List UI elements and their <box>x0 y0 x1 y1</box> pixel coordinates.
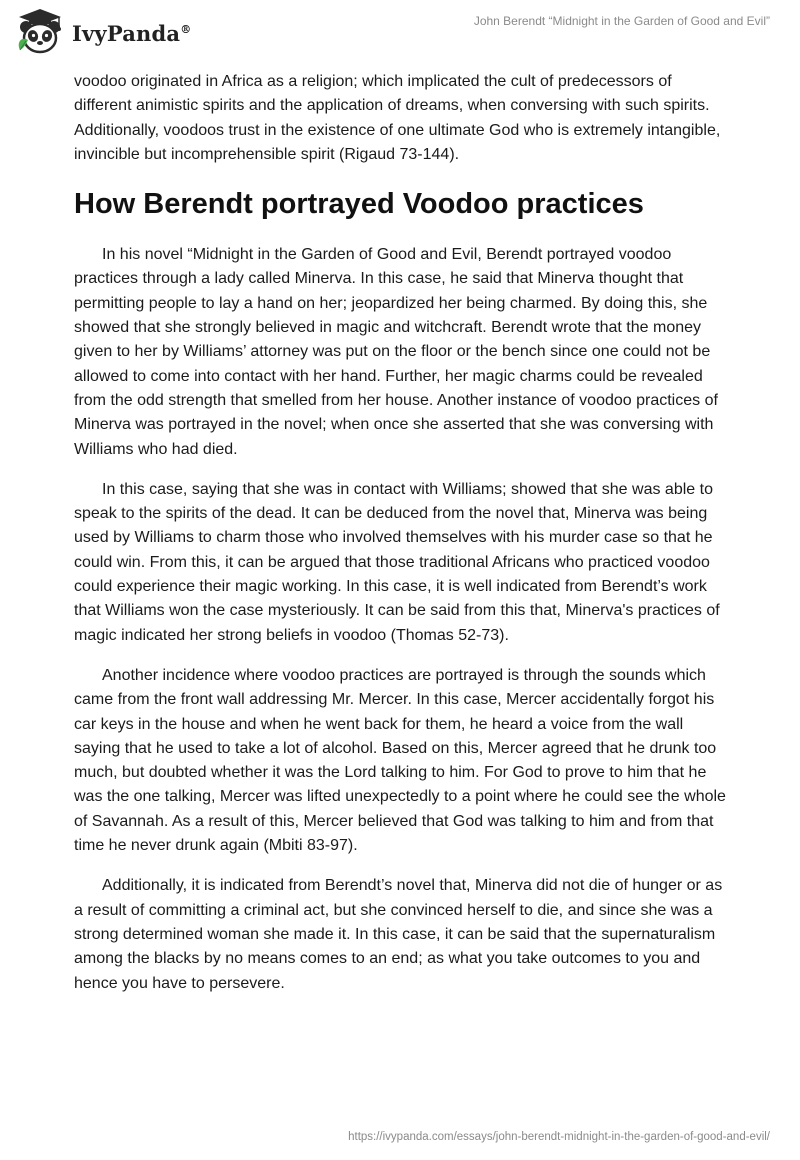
logo-wordmark: IvyPanda® <box>72 20 192 46</box>
intro-paragraph: voodoo originated in Africa as a religion; which implicated the cult of predecessors of different animistic spirits and the application of dreams, when conversing with such spirits. Additionally, voodoos trust in the existence of one ultimate God who is extremely intangible, invincible but incomprehensible spirit (Rigaud 73-144). <box>74 73 721 163</box>
section-heading: How Berendt portrayed Voodoo practices <box>74 188 644 221</box>
document-title: John Berendt “Midnight in the Garden of Good and Evil” <box>473 14 770 28</box>
body-paragraph: In his novel “Midnight in the Garden of Good and Evil, Berendt portrayed voodoo practices through a lady called Minerva. In this case, he said that Minerva thought that permitting people to lay a hand on her; jeopardized her being charmed. By doing this, she showed that she strongly believed in magic and witchcraft. Berendt wrote that the money given to her by Williams’ attorney was put on the floor or the bench since one could not be allowed to come into contact with her hand. Further, her magic charms could be revealed from the odd strength that smelled from her house. Another instance of voodoo practices of Minerva was portrayed in the novel; when once she asserted that she was conversing with Williams who had died. <box>74 246 718 458</box>
body-paragraph: Another incidence where voodoo practices are portrayed is through the sounds which came from the front wall addressing Mr. Mercer. In this case, Mercer accidentally forgot his car keys in the house and when he went back for them, he heard a voice from the wall saying that he used to take a lot of alcohol. Based on this, Mercer agreed that he drunk too much, but doubted whether it was the Lord talking to him. For God to prove to him that he was the one talking, Mercer was lifted unexpectedly to a point where he could see the whole of Savannah. As a result of this, Mercer believed that God was talking to him and from that time he never drunk again (Mbiti 83-97). <box>74 666 726 855</box>
source-url[interactable]: https://ivypanda.com/essays/john-berendt-midnight-in-the-garden-of-good-and-evil/ <box>348 1131 770 1143</box>
body-paragraph: In this case, saying that she was in contact with Williams; showed that she was able to speak to the spirits of the dead. It can be deduced from the novel that, Minerva was being used by Williams to charm those who involved themselves with his murder case so that he could win. From this, it can be argued that those traditional Africans who practiced voodoo could experience their magic working. In this case, it is well indicated from Berendt’s work that Williams won the case mysteriously. It can be said from this that, Minerva's practices of magic indicated her strong beliefs in voodoo (Thomas 52-73). <box>74 480 720 644</box>
body-paragraph: Additionally, it is indicated from Berendt’s novel that, Minerva did not die of hunger or as a result of committing a criminal act, but she convinced herself to die, and since she was a strong determined woman she made it. In this case, it can be said that the supernaturalism among the blacks by no means comes to an end; as what you take outcomes to you and hence you have to persevere. <box>74 877 723 992</box>
essay-content <box>74 70 730 1012</box>
ivypanda-logo[interactable] <box>14 6 191 58</box>
panda-icon <box>14 6 66 58</box>
page-header <box>0 0 800 64</box>
